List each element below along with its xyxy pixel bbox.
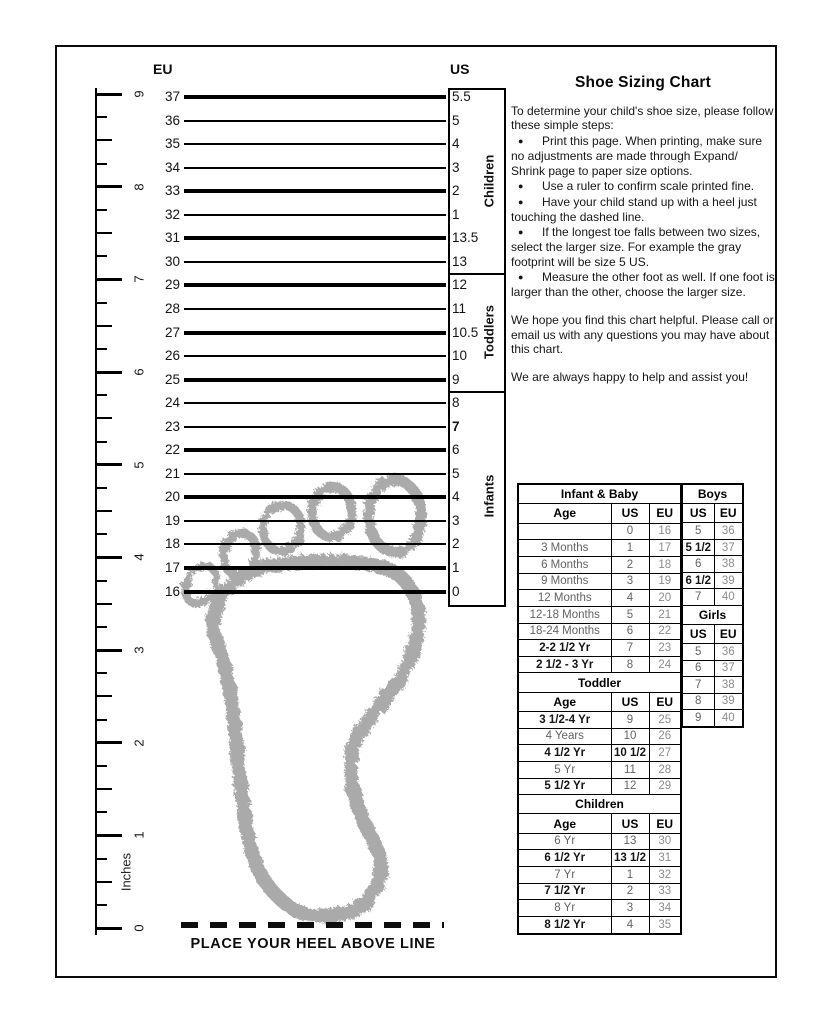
- table-cell: 3 Months: [518, 540, 611, 557]
- table-cell: 39: [714, 572, 743, 589]
- us-size-label: 2: [452, 536, 460, 552]
- table-cell: US: [611, 814, 649, 833]
- eu-size-label: 35: [164, 136, 180, 152]
- table-cell: 6 1/2: [682, 572, 714, 589]
- table-cell: EU: [649, 504, 681, 523]
- bullet-icon: ●: [518, 196, 524, 207]
- table-cell: 17: [649, 540, 681, 557]
- table-cell: 8 1/2 Yr: [518, 916, 611, 934]
- eu-size-label: 37: [164, 89, 180, 104]
- eu-size-label: 23: [164, 418, 180, 434]
- size-line: [184, 167, 446, 169]
- table-cell: 36: [714, 523, 743, 540]
- footprint-toe: [311, 486, 354, 538]
- table-cell: 37: [714, 539, 743, 556]
- table-cell: US: [682, 504, 714, 523]
- table-cell: 4 Years: [518, 728, 611, 745]
- bullet-text: Have your child stand up with a heel just touching the dashed line.: [511, 194, 757, 224]
- table-cell: 32: [649, 866, 681, 883]
- eu-size-label: 34: [164, 159, 180, 175]
- us-size-label: 3: [452, 512, 460, 528]
- size-line: [184, 120, 446, 122]
- table-cell: 3: [611, 573, 649, 590]
- ruler-tick: [97, 672, 107, 674]
- eu-size-label: 18: [164, 536, 180, 552]
- table-cell: 4 1/2 Yr: [518, 745, 611, 762]
- size-table-boys-girls: [681, 483, 744, 728]
- eu-size-label: 32: [164, 206, 180, 222]
- footprint-toe: [260, 503, 304, 554]
- table-cell: 4: [611, 916, 649, 934]
- size-line: [184, 308, 446, 310]
- table-cell: US: [611, 504, 649, 523]
- table-cell: 6: [682, 660, 714, 677]
- us-size-label: 3: [452, 159, 460, 175]
- table-cell: 23: [649, 640, 681, 657]
- table-cell: EU: [649, 692, 681, 711]
- us-size-label: 1: [452, 206, 460, 222]
- age-group-label: Children: [481, 155, 497, 208]
- table-cell: 3: [611, 900, 649, 917]
- table-cell: Infant & Baby: [518, 484, 681, 504]
- ruler-tick: [97, 302, 107, 304]
- ruler-tick: [97, 649, 122, 652]
- ruler-tick: [97, 163, 107, 165]
- us-size-label: 5: [452, 465, 460, 481]
- table-cell: 6 Months: [518, 556, 611, 573]
- eu-column-header: EU: [153, 61, 173, 77]
- closing-text-1: We hope you find this chart helpful. Please call or email us with any questions you may have about this chart.: [511, 312, 774, 357]
- us-size-label: 8: [452, 395, 460, 411]
- inches-label: Inches: [118, 852, 134, 892]
- chart-title: Shoe Sizing Chart: [574, 74, 712, 91]
- table-cell: 5 Yr: [518, 761, 611, 778]
- bullet-icon: ●: [518, 181, 524, 192]
- instruction-bullet: [511, 179, 775, 194]
- intro-text: To determine your child's shoe size, please follow these simple steps:: [511, 103, 774, 133]
- size-line: [184, 448, 446, 452]
- table-cell: 34: [649, 900, 681, 917]
- eu-size-label: 22: [164, 442, 180, 458]
- ruler-tick: [97, 927, 122, 930]
- us-size-label: 10.5: [452, 324, 479, 340]
- ruler-number: 5: [131, 461, 147, 469]
- heel-instruction: PLACE YOUR HEEL ABOVE LINE: [190, 936, 436, 952]
- table-cell: 28: [649, 761, 681, 778]
- ruler-tick: [97, 116, 107, 118]
- table-cell: EU: [714, 625, 743, 644]
- table-cell: 21: [649, 606, 681, 623]
- ruler-tick: [97, 255, 107, 257]
- ruler-tick: [97, 487, 107, 489]
- age-group-label: Toddlers: [481, 304, 497, 359]
- size-line: [184, 331, 446, 335]
- table-cell: 40: [714, 589, 743, 606]
- table-cell: 8: [611, 656, 649, 673]
- eu-size-label: 16: [164, 583, 180, 599]
- us-size-label: 4: [452, 489, 460, 505]
- size-table-infant-toddler-children: [517, 483, 682, 935]
- bullet-icon: ●: [518, 227, 524, 238]
- us-size-label: 10: [452, 348, 468, 364]
- ruler-tick: [97, 741, 122, 744]
- table-cell: Children: [518, 795, 681, 814]
- ruler-tick: [97, 394, 107, 396]
- us-size-label: 4: [452, 136, 460, 152]
- bullet-text: If the longest toe falls between two sizes, select the larger size. For example the gray footprint will be size 5 US.: [511, 225, 761, 269]
- table-cell: 2: [611, 556, 649, 573]
- bullet-icon: ●: [518, 136, 524, 147]
- ruler-tick: [97, 811, 107, 813]
- ruler-tick: [97, 463, 122, 466]
- table-cell: 0: [611, 523, 649, 540]
- table-cell: 37: [714, 660, 743, 677]
- table-cell: 13 1/2: [611, 850, 649, 867]
- table-cell: 5 1/2 Yr: [518, 778, 611, 795]
- ruler-number: 1: [131, 831, 147, 840]
- ruler-tick: [97, 209, 107, 211]
- table-cell: 13: [611, 833, 649, 850]
- table-cell: 7: [611, 640, 649, 657]
- ruler-tick: [97, 232, 112, 234]
- bullet-text: Measure the other foot as well. If one foot is larger than the other, choose the larger size.: [511, 270, 775, 300]
- ruler-number: 6: [131, 368, 147, 376]
- size-line: [184, 566, 446, 570]
- ruler-tick: [97, 719, 107, 721]
- ruler-tick: [97, 417, 112, 419]
- ruler-number: 2: [131, 739, 147, 747]
- table-cell: 24: [649, 656, 681, 673]
- instruction-bullet: [511, 195, 775, 224]
- ruler-tick: [97, 441, 107, 443]
- table-cell: 12-18 Months: [518, 606, 611, 623]
- us-box-divider: [448, 391, 506, 393]
- size-line: [184, 520, 446, 522]
- ruler-tick: [97, 881, 112, 883]
- size-line: [184, 261, 446, 263]
- table-cell: 7 1/2 Yr: [518, 883, 611, 900]
- table-cell: 25: [649, 711, 681, 728]
- size-line: [184, 214, 446, 216]
- ruler-number: 9: [131, 90, 147, 98]
- table-cell: Age: [518, 692, 611, 711]
- us-size-label: 12: [452, 277, 468, 293]
- bullet-text: Print this page. When printing, make sure no adjustments are made through Expand/ Shrink page to paper size options.: [511, 134, 763, 178]
- table-cell: 8 Yr: [518, 900, 611, 917]
- table-cell: 11: [611, 761, 649, 778]
- table-cell: Age: [518, 814, 611, 833]
- ruler-tick: [97, 904, 107, 906]
- table-cell: 3 1/2-4 Yr: [518, 711, 611, 728]
- ruler-tick: [97, 139, 112, 141]
- table-cell: 18-24 Months: [518, 623, 611, 640]
- eu-size-label: 30: [164, 253, 180, 269]
- table-cell: EU: [649, 814, 681, 833]
- ruler-tick: [97, 626, 107, 628]
- footprint-big-toe: [369, 480, 421, 552]
- table-cell: US: [611, 692, 649, 711]
- table-cell: 1: [611, 540, 649, 557]
- eu-size-label: 27: [164, 324, 180, 340]
- ruler-tick: [97, 278, 122, 281]
- table-cell: 26: [649, 728, 681, 745]
- table-cell: Boys: [682, 484, 743, 504]
- eu-size-label: 25: [164, 371, 180, 387]
- eu-size-label: 29: [164, 277, 180, 293]
- ruler-tick: [97, 556, 122, 559]
- ruler-tick: [97, 510, 112, 512]
- table-cell: 6 1/2 Yr: [518, 850, 611, 867]
- us-size-label: 5: [452, 112, 460, 128]
- size-line: [184, 495, 446, 499]
- table-cell: 4: [611, 590, 649, 607]
- table-cell: 30: [649, 833, 681, 850]
- eu-size-label: 19: [164, 512, 180, 528]
- table-cell: 22: [649, 623, 681, 640]
- table-cell: 39: [714, 693, 743, 710]
- us-column-header: US: [450, 61, 470, 77]
- eu-size-label: 28: [164, 300, 180, 316]
- ruler-tick: [97, 765, 107, 767]
- table-cell: 38: [714, 556, 743, 573]
- heel-dashed-line: [181, 922, 444, 928]
- table-cell: 1: [611, 866, 649, 883]
- table-cell: 40: [714, 710, 743, 727]
- eu-size-label: 20: [164, 489, 180, 505]
- us-size-label: 6: [452, 442, 460, 458]
- us-size-label: 13.5: [452, 230, 479, 246]
- ruler-number: 4: [131, 553, 147, 562]
- table-cell: 36: [714, 644, 743, 661]
- ruler-tick: [97, 858, 107, 860]
- size-line: [184, 143, 446, 145]
- us-size-label: 13: [452, 253, 468, 269]
- eu-size-label: 36: [164, 112, 180, 128]
- ruler-tick: [97, 533, 107, 535]
- ruler-tick: [97, 788, 112, 790]
- size-line: [184, 402, 446, 404]
- table-cell: 6: [682, 556, 714, 573]
- ruler-tick: [97, 834, 122, 837]
- table-cell: 2-2 1/2 Yr: [518, 640, 611, 657]
- size-line: [184, 543, 446, 545]
- table-cell: 12: [611, 778, 649, 795]
- ruler-tick: [97, 185, 122, 188]
- table-cell: EU: [714, 504, 743, 523]
- table-cell: 9 Months: [518, 573, 611, 590]
- table-cell: 5: [611, 606, 649, 623]
- table-cell: 16: [649, 523, 681, 540]
- size-line: [184, 236, 446, 240]
- table-cell: 38: [714, 677, 743, 694]
- ruler-tick: [97, 603, 112, 605]
- size-line: [184, 426, 446, 428]
- table-cell: 7: [682, 677, 714, 694]
- ruler-tick: [97, 580, 107, 582]
- table-cell: 6: [611, 623, 649, 640]
- table-cell: 12 Months: [518, 590, 611, 607]
- eu-size-label: 21: [164, 465, 180, 481]
- ruler-number: 0: [131, 924, 147, 932]
- instruction-bullet: [511, 134, 775, 178]
- table-cell: 33: [649, 883, 681, 900]
- table-cell: Age: [518, 504, 611, 523]
- us-size-label: 9: [452, 371, 460, 387]
- table-cell: 29: [649, 778, 681, 795]
- table-cell: 18: [649, 556, 681, 573]
- ruler-tick: [97, 348, 107, 350]
- footprint-image: [150, 455, 470, 940]
- table-cell: 20: [649, 590, 681, 607]
- table-cell: Girls: [682, 605, 743, 624]
- ruler-tick: [97, 695, 112, 697]
- table-cell: 5: [682, 523, 714, 540]
- table-cell: 8: [682, 693, 714, 710]
- table-cell: 5: [682, 644, 714, 661]
- eu-size-label: 24: [164, 395, 180, 411]
- table-cell: 2: [611, 883, 649, 900]
- closing-text-2: We are always happy to help and assist you!: [511, 369, 749, 384]
- instruction-bullet: [511, 270, 775, 299]
- us-size-label: 2: [452, 183, 460, 199]
- us-size-label: 0: [452, 583, 460, 599]
- eu-size-label: 31: [164, 230, 180, 246]
- eu-size-label: 33: [164, 183, 180, 199]
- ruler-tick: [97, 325, 112, 327]
- table-cell: 10 1/2: [611, 745, 649, 762]
- table-cell: 2 1/2 - 3 Yr: [518, 656, 611, 673]
- us-size-label: 11: [452, 300, 467, 316]
- table-cell: 35: [649, 916, 681, 934]
- ruler-number: 3: [131, 646, 147, 654]
- size-line: [184, 590, 446, 594]
- table-cell: 31: [649, 850, 681, 867]
- ruler-number: 7: [131, 275, 147, 283]
- size-line: [184, 473, 446, 475]
- eu-size-label: 26: [164, 348, 180, 364]
- ruler-tick: [97, 371, 122, 374]
- size-line: [184, 95, 446, 99]
- ruler-number: 8: [131, 183, 147, 191]
- us-size-label: 5.5: [452, 89, 471, 104]
- table-cell: 9: [682, 710, 714, 727]
- table-cell: 5 1/2: [682, 539, 714, 556]
- table-cell: [518, 523, 611, 540]
- ruler-tick: [97, 93, 122, 96]
- us-size-label: 7: [452, 418, 460, 434]
- table-cell: US: [682, 625, 714, 644]
- size-line: [184, 189, 446, 193]
- eu-size-label: 17: [164, 560, 180, 575]
- us-box-divider: [448, 273, 506, 275]
- table-cell: 9: [611, 711, 649, 728]
- size-line: [184, 355, 446, 357]
- table-cell: 19: [649, 573, 681, 590]
- size-line: [184, 283, 446, 287]
- instructions-panel: [511, 76, 775, 385]
- table-cell: 10: [611, 728, 649, 745]
- us-size-label: 1: [452, 560, 460, 575]
- table-cell: 7 Yr: [518, 866, 611, 883]
- footprint-sole: [213, 561, 418, 916]
- size-line: [184, 378, 446, 382]
- bullet-icon: ●: [518, 272, 524, 283]
- bullet-text: Use a ruler to confirm scale printed fine.: [542, 179, 755, 194]
- instruction-bullet: [511, 225, 775, 269]
- instruction-bullets: [511, 134, 775, 300]
- table-cell: 6 Yr: [518, 833, 611, 850]
- table-cell: 27: [649, 745, 681, 762]
- table-cell: Toddler: [518, 673, 681, 692]
- table-cell: 7: [682, 589, 714, 606]
- age-group-label: Infants: [481, 474, 497, 518]
